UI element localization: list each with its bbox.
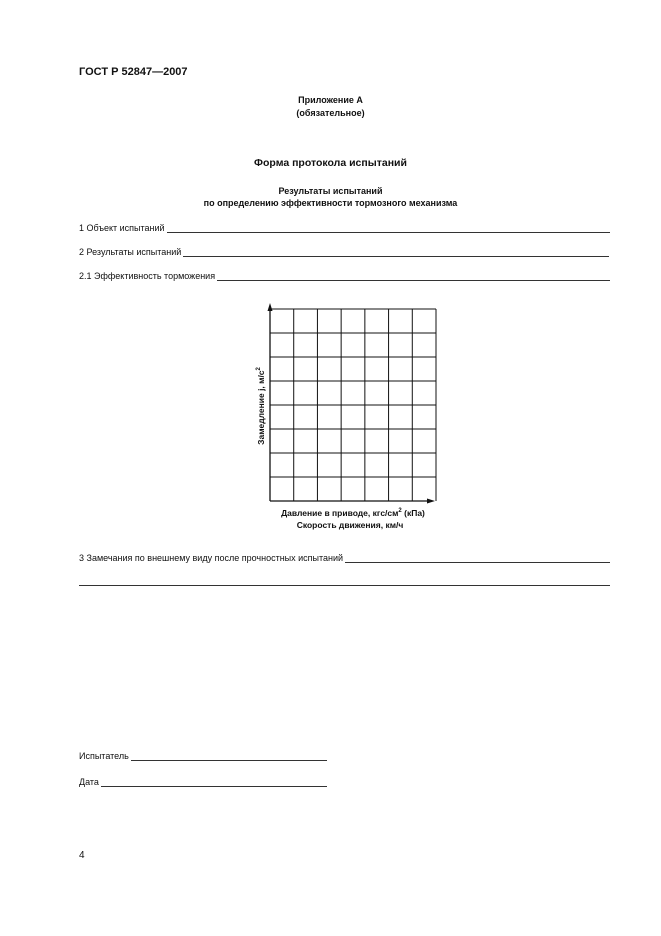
page-number: 4 [79, 850, 85, 861]
tester-label: Испытатель [79, 751, 129, 761]
braking-efficiency-field[interactable] [79, 271, 610, 281]
results-label: 2 Результаты испытаний [79, 247, 182, 257]
object-label: 1 Объект испытаний [79, 223, 165, 233]
remarks-label: 3 Замечания по внешнему виду после прочностных испытаний [79, 553, 344, 563]
braking-efficiency-blank-line[interactable] [217, 271, 610, 281]
annex-title: Приложение А [298, 95, 363, 105]
date-label: Дата [79, 777, 99, 787]
date-field[interactable] [79, 777, 327, 787]
y-axis-label: Замедление j, $м/с^2$ [256, 367, 266, 445]
x-axis-arrow [427, 499, 435, 504]
tester-blank-line[interactable] [131, 751, 327, 761]
remarks-blank-line[interactable] [345, 553, 610, 563]
annex-type: (обязательное) [296, 108, 365, 118]
form-subtitle-1: Результаты испытаний [278, 186, 383, 196]
results-field[interactable] [79, 247, 609, 257]
y-axis-arrow [268, 303, 273, 311]
remarks-field[interactable] [79, 553, 610, 563]
date-blank-line[interactable] [101, 777, 327, 787]
form-subtitle-2: по определению эффективности тормозного механизма [203, 198, 458, 208]
object-field[interactable] [79, 223, 610, 233]
document-code: ГОСТ Р 52847—2007 [79, 66, 188, 78]
remarks-blank-line-2[interactable] [79, 584, 610, 586]
form-title: Форма протокола испытаний [254, 157, 407, 169]
x-axis-label: Давление в приводе, кгс/$см^2$ (кПа) [281, 508, 425, 518]
chart-grid [270, 309, 436, 501]
x-axis-label-2: Скорость движения, км/ч [296, 520, 404, 530]
tester-field[interactable] [79, 751, 327, 761]
braking-chart [250, 300, 450, 540]
results-blank-line[interactable] [183, 247, 609, 257]
braking-efficiency-label: 2.1 Эффективность торможения [79, 271, 216, 281]
object-blank-line[interactable] [167, 223, 610, 233]
